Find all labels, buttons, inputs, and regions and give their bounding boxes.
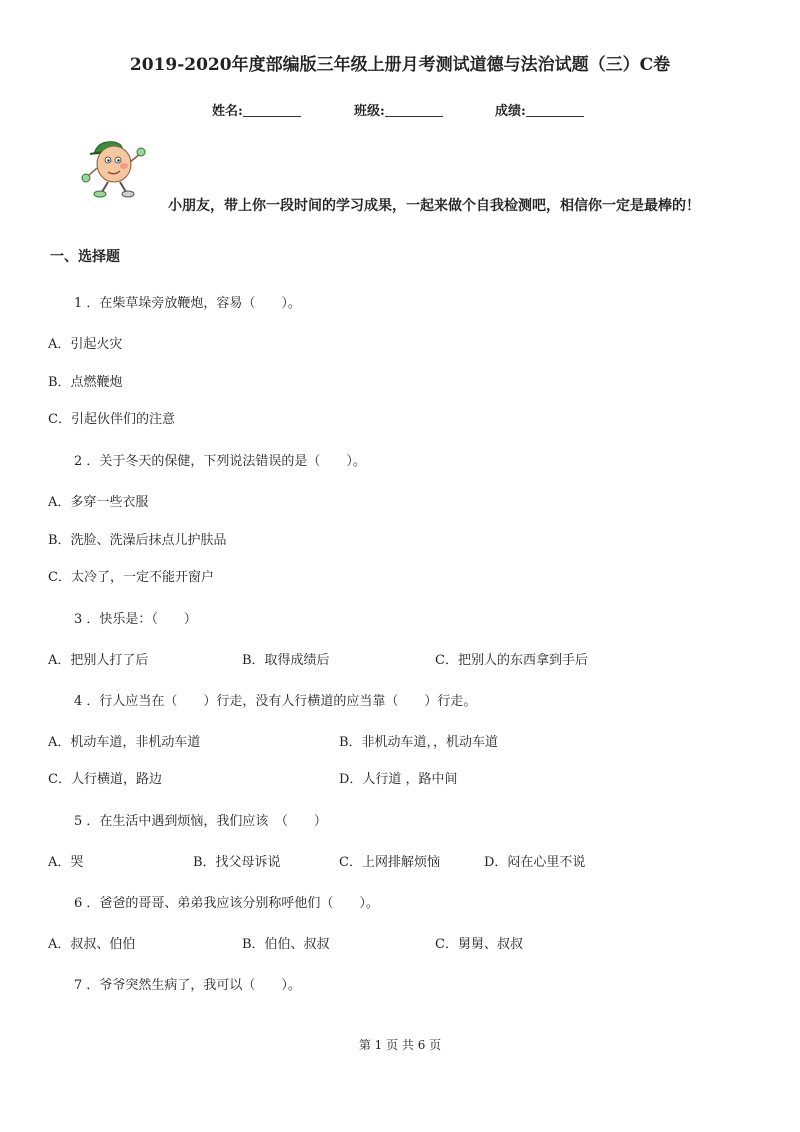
question-5-option-a: A．哭 xyxy=(48,855,84,870)
section-heading: 一、选择题 xyxy=(50,249,120,265)
question-5-option-b: B．找父母诉说 xyxy=(193,855,281,870)
question-2-option-b: B．洗脸、洗澡后抹点儿护肤品 xyxy=(48,533,227,548)
question-3-option-a: A．把别人打了后 xyxy=(48,653,149,668)
question-4-option-b: B．非机动车道，，机动车道 xyxy=(339,735,499,750)
question-6-option-a: A．叔叔、伯伯 xyxy=(48,937,136,952)
question-1: 1 ．在柴草垛旁放鞭炮，容易（ ）。 xyxy=(74,296,301,311)
question-2-option-a: A．多穿一些衣服 xyxy=(48,495,149,510)
question-4-option-d: D．人行道 ，路中间 xyxy=(339,772,458,787)
question-1-option-b: B．点燃鞭炮 xyxy=(48,375,123,390)
question-7: 7 ．爷爷突然生病了，我可以（ ）。 xyxy=(74,978,301,993)
question-2-option-c: C．太冷了，一定不能开窗户 xyxy=(48,570,214,585)
class-blank xyxy=(385,104,443,117)
score-blank xyxy=(526,104,584,117)
question-1-option-a: A．引起火灾 xyxy=(48,337,123,352)
mascot-illustration xyxy=(80,136,148,200)
question-4: 4 ．行人应当在（ ）行走，没有人行横道的应当靠（ ）行走。 xyxy=(74,694,477,709)
question-5: 5 ．在生活中遇到烦恼，我们应该 （ ） xyxy=(74,814,327,829)
question-5-option-d: D．闷在心里不说 xyxy=(484,855,586,870)
score-label: 成绩: xyxy=(495,104,526,119)
page-footer: 第 1 页 共 6 页 xyxy=(358,1038,442,1052)
question-2: 2 ．关于冬天的保健，下列说法错误的是（ ）。 xyxy=(74,454,366,469)
question-3-option-b: B．取得成绩后 xyxy=(242,653,330,668)
score-field xyxy=(495,100,584,119)
name-field xyxy=(212,100,301,119)
question-4-option-a: A．机动车道，非机动车道 xyxy=(48,735,201,750)
question-6-option-c: C．舅舅、叔叔 xyxy=(435,937,523,952)
question-4-option-c: C．人行横道，路边 xyxy=(48,772,162,787)
question-5-option-c: C．上网排解烦恼 xyxy=(339,855,440,870)
question-3-option-c: C．把别人的东西拿到手后 xyxy=(435,653,588,668)
name-label: 姓名: xyxy=(212,104,243,119)
question-1-option-c: C．引起伙伴们的注意 xyxy=(48,412,175,427)
class-field xyxy=(354,100,443,119)
question-6-option-b: B．伯伯、叔叔 xyxy=(242,937,330,952)
question-6: 6 ．爸爸的哥哥、弟弟我应该分别称呼他们（ ）。 xyxy=(74,896,379,911)
question-3: 3 ．快乐是：（ ） xyxy=(74,612,197,627)
page-title: 2019-2020年度部编版三年级上册月考测试道德与法治试题（三）C卷 xyxy=(129,55,671,75)
name-blank xyxy=(243,104,301,117)
intro-text: 小朋友，带上你一段时间的学习成果，一起来做个自我检测吧，相信你一定是最棒的！ xyxy=(168,198,700,214)
class-label: 班级: xyxy=(354,104,385,119)
